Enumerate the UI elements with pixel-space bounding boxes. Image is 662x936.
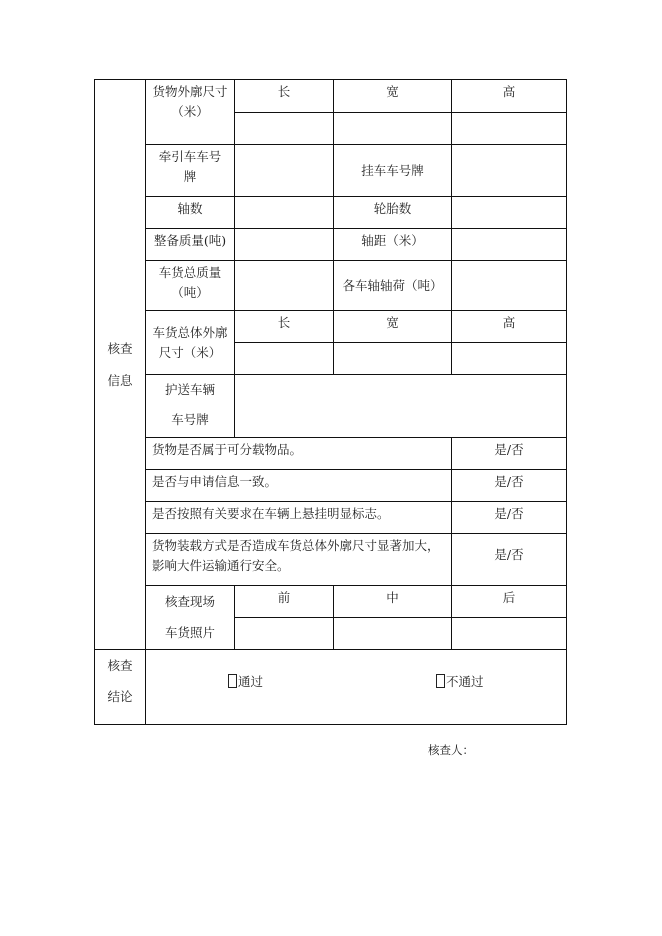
escort-plate-field[interactable] <box>234 374 567 438</box>
gross-weight-label: 车货总质量（吨） <box>145 260 235 311</box>
photo-front-header: 前 <box>234 585 334 618</box>
overall-length-field[interactable] <box>234 342 334 375</box>
fail-option[interactable]: 不通过 <box>436 672 484 690</box>
overall-width-field[interactable] <box>333 342 452 375</box>
gross-weight-field[interactable] <box>234 260 334 311</box>
cargo-width-field[interactable] <box>333 112 452 145</box>
tire-count-label: 轮胎数 <box>333 196 452 229</box>
checkbox-icon[interactable] <box>436 674 445 688</box>
conclusion-cell <box>145 649 567 725</box>
tractor-plate-field[interactable] <box>234 144 334 197</box>
answer-loading[interactable]: 是/否 <box>451 533 567 586</box>
tractor-plate-label: 牵引车车号牌 <box>145 144 235 197</box>
axle-load-field[interactable] <box>451 260 567 311</box>
axle-load-label: 各车轴轴荷（吨） <box>333 260 452 311</box>
overall-length-header: 长 <box>234 310 334 343</box>
cargo-dims-label: 货物外廓尺寸（米） <box>145 79 235 145</box>
section-info-label: 核查 信息 <box>94 79 146 650</box>
cargo-height-header: 高 <box>451 79 567 113</box>
cargo-length-header: 长 <box>234 79 334 113</box>
answer-signs[interactable]: 是/否 <box>451 501 567 534</box>
cargo-length-field[interactable] <box>234 112 334 145</box>
axle-count-field[interactable] <box>234 196 334 229</box>
wheelbase-field[interactable] <box>451 228 567 261</box>
cargo-width-header: 宽 <box>333 79 452 113</box>
cargo-height-field[interactable] <box>451 112 567 145</box>
conclusion-label: 核查 结论 <box>94 649 146 725</box>
overall-width-header: 宽 <box>333 310 452 343</box>
photo-middle-header: 中 <box>333 585 452 618</box>
question-consistent: 是否与申请信息一致。 <box>145 469 452 502</box>
photo-front-field[interactable] <box>234 617 334 650</box>
photo-rear-field[interactable] <box>451 617 567 650</box>
photos-label: 核查现场 车货照片 <box>145 585 235 650</box>
overall-height-header: 高 <box>451 310 567 343</box>
answer-consistent[interactable]: 是/否 <box>451 469 567 502</box>
trailer-plate-label: 挂车车号牌 <box>333 144 452 197</box>
question-loading: 货物装载方式是否造成车货总体外廓尺寸显著加大，影响大件运输通行安全。 <box>145 533 452 586</box>
question-divisible: 货物是否属于可分载物品。 <box>145 437 452 470</box>
question-signs: 是否按照有关要求在车辆上悬挂明显标志。 <box>145 501 452 534</box>
answer-divisible[interactable]: 是/否 <box>451 437 567 470</box>
curb-weight-field[interactable] <box>234 228 334 261</box>
photo-middle-field[interactable] <box>333 617 452 650</box>
trailer-plate-field[interactable] <box>451 144 567 197</box>
axle-count-label: 轴数 <box>145 196 235 229</box>
pass-option[interactable]: 通过 <box>228 672 263 690</box>
wheelbase-label: 轴距（米） <box>333 228 452 261</box>
escort-plate-label: 护送车辆 车号牌 <box>145 374 235 438</box>
tire-count-field[interactable] <box>451 196 567 229</box>
curb-weight-label: 整备质量(吨) <box>145 228 235 261</box>
inspector-label: 核查人： <box>428 743 474 757</box>
overall-dims-label: 车货总体外廓尺寸（米） <box>145 310 235 375</box>
overall-height-field[interactable] <box>451 342 567 375</box>
checkbox-icon[interactable] <box>228 674 237 688</box>
photo-rear-header: 后 <box>451 585 567 618</box>
